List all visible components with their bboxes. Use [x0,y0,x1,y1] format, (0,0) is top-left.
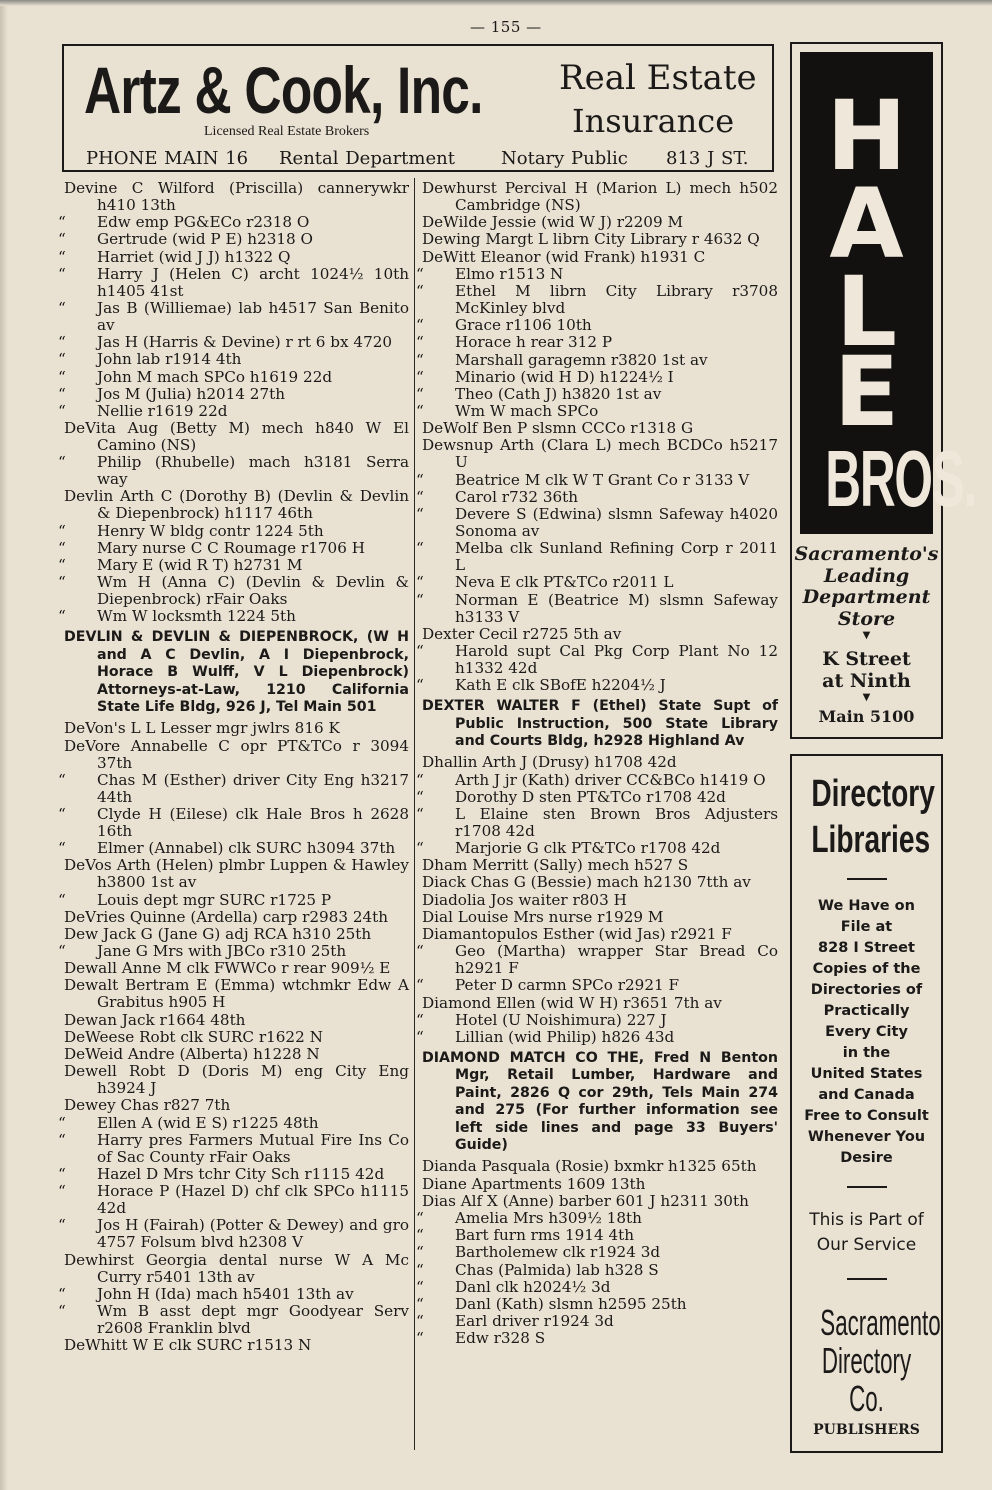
directory-listing [422,995,778,1012]
directory-listing: “ Harriet (wid J J) h1322 Q [58,247,291,266]
directory-listing: “ John M mach SPCo h1619 22d [58,367,333,386]
directory-listing [422,1193,778,1210]
listing-text: Earl driver r1924 3d [455,1312,614,1331]
listing-text: Gertrude (wid P E) h2318 O [97,230,313,249]
listing-text: Ethel M librn City Library r3708 McKinley blvd [455,281,778,317]
listing-text: Dewsnup Arth (Clara L) mech BCDCo h5217 U [422,436,778,472]
directory-listing: “ Jas B (Williemae) lab h4517 San Benito av [58,298,409,334]
address-line: at Ninth [822,670,911,692]
listing-text: DeVita Aug (Betty M) mech h840 W El Camino (NS) [64,419,409,455]
listing-text: DeVon's L L Lesser mgr jwlrs 816 K [64,719,340,738]
listing-text: DeVore Annabelle C opr PT&TCo r 3094 37th [64,736,409,772]
listing-text: Geo (Martha) wrapper Star Bread Co h2921 F [455,942,778,978]
directory-listing: “ Earl driver r1924 3d [416,1312,614,1331]
slogan-line: Leading [823,564,910,587]
directory-listing: “ Elmer (Annabel) clk SURC h3094 37th [58,839,396,858]
listing-text: Dexter Cecil r2725 5th av [422,624,622,643]
listing-text: Clyde H (Eilese) clk Hale Bros h 2628 16th [97,804,409,840]
listing-text: Devere S (Edwina) slsmn Safeway h4020 Sonoma av [455,505,778,540]
listing-text: Mary nurse C C Roumage r1706 H [97,538,365,557]
directory-listing: “ Wm H (Anna C) (Devlin & Devlin & Diepenbrock) rFair Oaks [58,573,409,609]
dir-body-line: United States [810,1066,923,1082]
listing-text: DEXTER WALTER F (Ethel) State Supt of Public Instruction, 500 State Library and Courts Bldg, h2928 Highland Av [422,698,778,749]
artz-cook-advertisement [62,44,774,172]
listing-text: Chas M (Esther) driver City Eng h3217 44th [97,770,409,806]
publisher-name-line: Co. [849,1378,884,1419]
directory-listing [64,720,409,737]
listing-text: DeWolf Ben P slsmn CCCo r1318 G [422,419,694,438]
directory-listing: “ Ethel M librn City Library r3708 McKinley blvd [416,281,778,317]
divider [847,878,887,880]
directory-listing: “ Mary E (wid R T) h2731 M [58,556,303,574]
directory-listing: “ Edw r328 S [416,1329,546,1348]
ad-service-real-estate: Real Estate [559,58,757,98]
listing-text: Diamantopulos Esther (wid Jas) r2921 F [422,925,732,944]
divider [847,1186,887,1188]
directory-listing [422,420,778,437]
listing-text: Henry W bldg contr 1224 5th [97,521,324,540]
listing-text: Dianda Pasquala (Rosie) bxmkr h1325 65th [422,1157,757,1176]
listing-text: Diamond Ellen (wid W H) r3651 7th av [422,993,722,1012]
listing-text: Dewalt Bertram E (Emma) wtchmkr Edw A Grabitus h905 H [64,976,409,1012]
directory-listing: “ Norman E (Beatrice M) slsmn Safeway h3133 V [416,590,778,626]
directory-listing: “ John lab r1914 4th [58,350,242,369]
listing-text: John M mach SPCo h1619 22d [97,367,333,386]
hale-address [792,648,941,704]
directory-listing [422,857,778,874]
directory-listing: “ Neva E clk PT&TCo r2011 L [416,573,674,592]
directory-listing: “ Arth J jr (Kath) driver CC&BCo h1419 O [416,770,766,789]
dir-body-line: Directories of [810,982,923,998]
directory-listing-featured [422,1050,778,1154]
directory-listing: “ Gertrude (wid P E) h2318 O [58,230,313,249]
listing-text: Dewall Anne M clk FWWCo r rear 909½ E [64,959,391,978]
listing-text: Elmer (Annabel) clk SURC h3094 37th [97,839,396,858]
listing-text: Jane G Mrs with JBCo r310 25th [97,942,347,961]
directory-listing: “ Marshall garagemn r3820 1st av [416,350,708,369]
listing-text: Elmo r1513 N [455,264,564,283]
listing-text: Peter D carmn SPCo r2921 F [455,976,680,995]
hale-phone: Main 5100 [818,707,915,726]
ad-address: 813 J ST. [666,148,749,169]
listing-text: Amelia Mrs h309½ 18th [455,1208,642,1227]
triangle-down-icon: ▼ [862,692,871,703]
directory-listing: “ Harold supt Cal Pkg Corp Plant No 12 h1332 42d [416,641,778,677]
listing-text: Danl clk h2024½ 3d [455,1277,611,1296]
dir-body-line: 828 I Street [818,940,915,956]
listing-text: Louis dept mgr SURC r1725 P [97,890,332,909]
listing-text: Wm H (Anna C) (Devlin & Devlin & Diepenbrock) rFair Oaks [97,573,409,609]
directory-listing [64,1012,409,1029]
directory-listing: “ Danl clk h2024½ 3d [416,1277,611,1296]
directory-listing: “ Jane G Mrs with JBCo r310 25th [58,942,347,961]
listing-text: Philip (Rhubelle) mach h3181 Serra way [97,453,409,489]
listing-text: Mary E (wid R T) h2731 M [97,556,303,574]
dir-body-line: in the [842,1045,891,1061]
listing-text: Devine C Wilford (Priscilla) cannerywkr h410 13th [64,179,409,214]
listing-text: Dewhirst Georgia dental nurse W A Mc Curry r5401 13th av [64,1250,409,1286]
publisher-name-line: Sacramento [820,1302,941,1343]
directory-listing [422,626,778,643]
dir-body-line: We Have on [818,898,915,914]
listing-text: Dial Louise Mrs nurse r1929 M [422,907,664,926]
directory-listing: “ Chas M (Esther) driver City Eng h3217 44th [58,770,409,806]
listing-text: Wm B asst dept mgr Goodyear Serv r2608 Franklin blvd [97,1301,409,1337]
hale-bros-advertisement [790,42,977,739]
listing-text: Diane Apartments 1609 13th [422,1174,646,1193]
directory-listing [422,754,778,771]
address-line: K Street [822,648,911,670]
listing-text: Minario (wid H D) h1224½ I [455,367,674,386]
directory-listing [64,857,409,891]
service-line: This is Part of [809,1210,924,1230]
listing-text: Harriet (wid J J) h1322 Q [97,247,291,266]
listing-text: DeWitt Eleanor (wid Frank) h1931 C [422,247,706,266]
directory-listing [64,926,409,943]
listing-text: L Elaine sten Brown Bros Adjusters r1708 42d [455,804,778,840]
directory-listing: “ Lillian (wid Philip) h826 43d [416,1027,675,1046]
directory-column-left [58,179,409,1355]
listing-text: Danl (Kath) slsmn h2595 25th [455,1294,687,1313]
dir-body-line: Copies of the [812,961,921,977]
directory-listing-featured [422,698,778,750]
directory-listing: “ Dorothy D sten PT&TCo r1708 42d [416,787,726,806]
directory-listing: “ Chas (Palmida) lab h328 S [416,1260,659,1279]
directory-listing [64,1252,409,1286]
directory-listing: “ Hazel D Mrs tchr City Sch r1115 42d [58,1164,385,1183]
slogan-line: Store [837,607,896,630]
listing-text: Wm W mach SPCo [455,402,599,421]
ad-phone: PHONE MAIN 16 [86,148,249,169]
dir-body-text [792,896,941,1169]
directory-listing: “ Grace r1106 10th [416,316,592,335]
listing-text: DeWeese Robt clk SURC r1622 N [64,1027,323,1046]
listing-text: Dhallin Arth J (Drusy) h1708 42d [422,753,677,772]
directory-listing [64,738,409,772]
directory-listing: “ Henry W bldg contr 1224 5th [58,521,324,540]
listing-text: Jas H (Harris & Devine) r rt 6 bx 4720 [97,333,393,352]
ad-rental: Rental Department [279,148,455,169]
directory-listing [422,437,778,471]
directory-listing: “ Beatrice M clk W T Grant Co r 3133 V [416,470,750,489]
directory-listing: “ Ellen A (wid E S) r1225 48th [58,1113,319,1132]
listing-text: Marshall garagemn r3820 1st av [455,350,708,369]
listing-text: Ellen A (wid E S) r1225 48th [97,1113,319,1132]
directory-listing [64,1063,409,1097]
listing-text: Diadolia Jos waiter r803 H [422,890,627,909]
directory-listing: “ Carol r732 36th [416,487,579,506]
directory-listing [64,1029,409,1046]
listing-text: Jos H (Fairah) (Potter & Dewey) and gro 4757 Folsum blvd h2308 V [97,1216,409,1252]
directory-column-right [416,179,778,1348]
listing-text: Edw r328 S [455,1329,546,1348]
directory-listing: “ Bartholemew clk r1924 3d [416,1243,661,1262]
dir-body-line: Whenever You [807,1129,926,1145]
directory-listing [64,977,409,1011]
listing-text: Dewhurst Percival H (Marion L) mech h502 Cambridge (NS) [422,179,778,214]
listing-text: DeWilde Jessie (wid W J) r2209 M [422,213,683,232]
listing-text: Norman E (Beatrice M) slsmn Safeway h3133 V [455,590,778,626]
directory-listing [64,960,409,977]
ad-service-insurance: Insurance [572,102,735,140]
directory-listing: “ Danl (Kath) slsmn h2595 25th [416,1294,687,1313]
directory-listing: “ John H (Ida) mach h5401 13th av [58,1284,354,1303]
listing-text: Nellie r1619 22d [97,401,228,420]
directory-listing [64,1046,409,1063]
directory-listing: “ Bart furn rms 1914 4th [416,1226,634,1245]
publishers-label: PUBLISHERS [813,1422,920,1438]
directory-listing [422,249,778,266]
listing-text: Theo (Cath J) h3820 1st av [455,384,662,403]
directory-listing: “ Jas H (Harris & Devine) r rt 6 bx 4720 [58,333,393,352]
listing-text: Dewey Chas r827 7th [64,1096,231,1115]
listing-text: Neva E clk PT&TCo r2011 L [455,573,674,592]
dir-body-line: Practically [823,1003,910,1019]
directory-listing: “ Clyde H (Eilese) clk Hale Bros h 2628 16th [58,804,409,840]
listing-text: Marjorie G clk PT&TCo r1708 42d [455,839,721,858]
directory-listing [422,214,778,231]
ad-tagline: Licensed Real Estate Brokers [204,124,370,139]
directory-listing: “ Wm B asst dept mgr Goodyear Serv r2608 Franklin blvd [58,1301,409,1337]
directory-listing: “ Melba clk Sunland Refining Corp r 2011 L [416,539,778,575]
triangle-down-icon: ▼ [862,630,871,641]
directory-listing-featured [64,629,409,716]
directory-listing: “ Harry J (Helen C) archt 1024½ 10th h1405 41st [58,264,409,300]
listing-text: Beatrice M clk W T Grant Co r 3133 V [455,470,750,489]
directory-listing: “ Elmo r1513 N [416,264,564,283]
listing-text: DIAMOND MATCH CO THE, Fred N Benton Mgr, Retail Lumber, Hardware and Paint, 2826 Q cor 29th, Tels Main 274 and 275 (For further information see left side lines and page 33 Buyers' Guide) [422,1049,778,1153]
directory-listing [64,488,409,522]
directory-listing: “ Nellie r1619 22d [58,401,228,420]
listing-text: Horace h rear 312 P [455,333,613,352]
directory-listing: “ Philip (Rhubelle) mach h3181 Serra way [58,453,409,489]
listing-text: Dewan Jack r1664 48th [64,1010,246,1029]
directory-listing: “ Wm W mach SPCo [416,402,599,421]
listing-text: Wm W locksmth 1224 5th [97,607,296,626]
directory-listing: “ Hotel (U Noishimura) 227 J [416,1010,667,1029]
page-edge-shadow [0,0,8,1490]
listing-text: Melba clk Sunland Refining Corp r 2011 L [455,539,778,575]
listing-text: DeVries Quinne (Ardella) carp r2983 24th [64,907,389,926]
hale-letter: L [835,256,898,368]
listing-text: Bart furn rms 1914 4th [455,1226,634,1245]
directory-listing: “ Jos M (Julia) h2014 27th [58,384,286,403]
ad-notary: Notary Public [501,148,628,169]
directory-listing: “ Amelia Mrs h309½ 18th [416,1208,642,1227]
directory-listing: “ Jos H (Fairah) (Potter & Dewey) and gro 4757 Folsum blvd h2308 V [58,1216,409,1252]
listing-text: Harry pres Farmers Mutual Fire Ins Co of Sac County rFair Oaks [97,1130,409,1166]
dir-title-line: Libraries [811,819,931,861]
dir-body-line: File at [840,919,893,935]
listing-text: Dew Jack G (Jane G) adj RCA h310 25th [64,924,372,943]
column-divider [414,178,415,1450]
listing-text: Arth J jr (Kath) driver CC&BCo h1419 O [455,770,766,789]
listing-text: Harold supt Cal Pkg Corp Plant No 12 h1332 42d [455,641,778,677]
directory-listing [422,926,778,943]
directory-listing [64,909,409,926]
directory-listing [422,180,778,214]
listing-text: Dewing Margt L librn City Library r 4632 Q [422,230,760,249]
dir-body-line: Free to Consult [804,1108,929,1124]
publisher-name-line: Directory [821,1340,912,1381]
directory-listing [64,420,409,454]
listing-text: DeVos Arth (Helen) plmbr Luppen & Hawley h3800 1st av [64,856,409,892]
listing-text: John H (Ida) mach h5401 13th av [97,1284,354,1303]
directory-listing: “ L Elaine sten Brown Bros Adjusters r1708 42d [416,804,778,840]
listing-text: DeWeid Andre (Alberta) h1228 N [64,1045,320,1064]
directory-listing: “ Marjorie G clk PT&TCo r1708 42d [416,839,721,858]
directory-listing: “ Horace P (Hazel D) chf clk SPCo h1115 42d [58,1182,409,1218]
directory-listing [422,874,778,891]
hale-letter: H [826,80,907,192]
listing-text: Dham Merritt (Sally) mech h527 S [422,856,689,875]
listing-text: Lillian (wid Philip) h826 43d [455,1027,675,1046]
listing-text: Edw emp PG&ECo r2318 O [97,213,310,232]
directory-listing: “ Kath E clk SBofE h2204½ J [416,676,666,695]
listing-text: Horace P (Hazel D) chf clk SPCo h1115 42d [97,1182,409,1218]
dir-body-line: Every City [825,1024,908,1040]
directory-listing [64,180,409,214]
page-number: — 155 — [470,18,542,36]
hale-letter: E [833,336,900,448]
listing-text: Dewell Robt D (Doris M) eng City Eng h3924 J [64,1062,409,1098]
listing-text: Hazel D Mrs tchr City Sch r1115 42d [97,1164,385,1183]
directory-listing: “ Minario (wid H D) h1224½ I [416,367,674,386]
listing-text: Devlin Arth C (Dorothy B) (Devlin & Devlin & Diepenbrock) h1117 46th [64,487,409,523]
directory-listing: “ Horace h rear 312 P [416,333,613,352]
listing-text: Diack Chas G (Bessie) mach h2130 7tth av [422,873,751,892]
directory-listing [64,1097,409,1114]
page-top-shadow [0,0,992,6]
directory-listing: “ Wm W locksmth 1224 5th [58,607,296,626]
directory-listing: “ Geo (Martha) wrapper Star Bread Co h2921 F [416,942,778,978]
listing-text: Carol r732 36th [455,487,579,506]
directory-listing [422,1176,778,1193]
dir-body-line: and Canada [818,1087,915,1103]
slogan-line: Sacramento's [794,543,939,565]
dir-service-text [792,1208,941,1258]
listing-text: Hotel (U Noishimura) 227 J [455,1010,667,1029]
listing-text: John lab r1914 4th [97,350,242,369]
directory-listing [422,909,778,926]
directory-listing: “ Harry pres Farmers Mutual Fire Ins Co of Sac County rFair Oaks [58,1130,409,1166]
service-line: Our Service [816,1235,917,1255]
directory-listing [422,231,778,248]
listing-text: Chas (Palmida) lab h328 S [455,1260,659,1279]
listing-text: Grace r1106 10th [455,316,592,335]
ad-company-name: Artz & Cook, Inc. [84,53,483,127]
listing-text: DeWhitt W E clk SURC r1513 N [64,1336,312,1355]
listing-text: Dorothy D sten PT&TCo r1708 42d [455,787,726,806]
divider [847,1278,887,1280]
listing-text: Jos M (Julia) h2014 27th [97,384,286,403]
listing-text: DEVLIN & DEVLIN & DIEPENBROCK, (W H and A C Devlin, A I Diepenbrock, Horace B Wulff, V L Diepenbrock) Attorneys-at-Law, 1210 California State Life Bldg, 926 J, Tel Main 501 [64,629,409,715]
slogan-line: Department [802,586,931,608]
directory-listing: “ Devere S (Edwina) slsmn Safeway h4020 Sonoma av [416,505,778,540]
directory-listing: “ Peter D carmn SPCo r2921 F [416,976,680,995]
directory-listing [422,892,778,909]
directory-listing [422,1158,778,1175]
hale-logo-block [800,52,977,534]
directory-listing: “ Theo (Cath J) h3820 1st av [416,384,662,403]
dir-body-line: Desire [840,1150,893,1166]
listing-text: Bartholemew clk r1924 3d [455,1243,661,1262]
hale-letter: A [829,168,904,280]
directory-listing [64,1337,409,1354]
directory-listing: “ Edw emp PG&ECo r2318 O [58,213,310,232]
directory-listing: “ Mary nurse C C Roumage r1706 H [58,538,365,557]
dir-title-line: Directory [811,773,935,815]
listing-text: Kath E clk SBofE h2204½ J [455,676,666,695]
directory-libraries-advertisement [790,754,943,1453]
directory-listing: “ Louis dept mgr SURC r1725 P [58,890,332,909]
listing-text: Jas B (Williemae) lab h4517 San Benito av [97,298,409,334]
listing-text: Dias Alf X (Anne) barber 601 J h2311 30th [422,1191,749,1210]
listing-text: Harry J (Helen C) archt 1024½ 10th h1405 41st [97,264,409,300]
hale-bros-text: BROS. [825,434,977,523]
hale-slogan [792,544,941,642]
